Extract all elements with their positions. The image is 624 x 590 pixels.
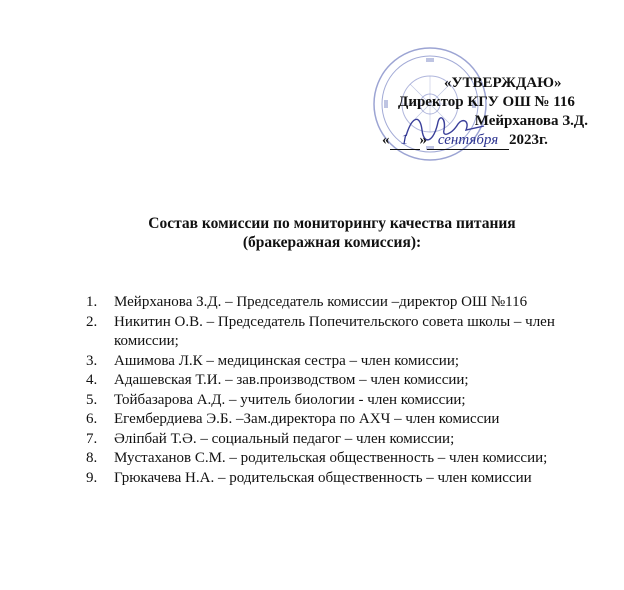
list-item [86, 371, 566, 391]
list-item [86, 430, 566, 450]
list-item [86, 469, 566, 489]
item-number: 4. [86, 372, 98, 388]
item-number: 7. [86, 430, 98, 447]
title-line-2: (бракеражная комиссия): [242, 234, 422, 251]
approval-heading: «УТВЕРЖДАЮ» [444, 75, 562, 91]
item-text: Никитин О.В. – Председатель Попечительского совета школы – член комиссии; [114, 313, 555, 349]
date-close-quote: » [419, 132, 427, 148]
document-title [0, 214, 624, 252]
list-item [86, 293, 566, 313]
item-text: Мейрханова З.Д. – Председатель комиссии –директор ОШ №116 [114, 294, 528, 310]
date-open-quote: « [382, 132, 390, 148]
list-item [86, 352, 566, 372]
date-month: сентября [427, 132, 509, 150]
list-item [86, 410, 566, 430]
item-text: Грюкачева Н.А. – родительская общественность – член комиссии [114, 469, 532, 486]
item-text: Әліпбай Т.Ә. – социальный педагог – член комиссии; [114, 430, 455, 447]
list-item [86, 391, 566, 411]
item-text: Егембердиева Э.Б. –Зам.директора по АХЧ – член комиссии [114, 411, 500, 427]
date-day: 1 [390, 132, 420, 150]
title-line-1: Состав комиссии по мониторингу качества питания [148, 215, 516, 232]
item-number: 6. [86, 411, 98, 427]
list-item [86, 449, 566, 469]
item-number: 8. [86, 450, 98, 466]
item-text: Адашевская Т.И. – зав.производством – член комиссии; [114, 372, 469, 388]
item-text: Тойбазарова А.Д. – учитель биологии - член комиссии; [114, 391, 466, 408]
approval-block [396, 74, 588, 131]
approval-date [382, 132, 548, 150]
item-number: 5. [86, 391, 98, 408]
date-year: 2023г. [509, 132, 548, 148]
item-text: Мустаханов С.М. – родительская общественность – член комиссии; [114, 450, 548, 466]
item-number: 9. [86, 469, 98, 486]
item-number: 3. [86, 352, 98, 369]
item-number: 2. [86, 313, 98, 330]
item-number: 1. [86, 294, 98, 310]
item-text: Ашимова Л.К – медицинская сестра – член комиссии; [114, 352, 460, 369]
approval-position: Директор КГУ ОШ № 116 [398, 94, 575, 110]
approval-signer: Мейрханова З.Д. [474, 113, 588, 129]
members-list [86, 293, 566, 488]
list-item [86, 313, 566, 352]
